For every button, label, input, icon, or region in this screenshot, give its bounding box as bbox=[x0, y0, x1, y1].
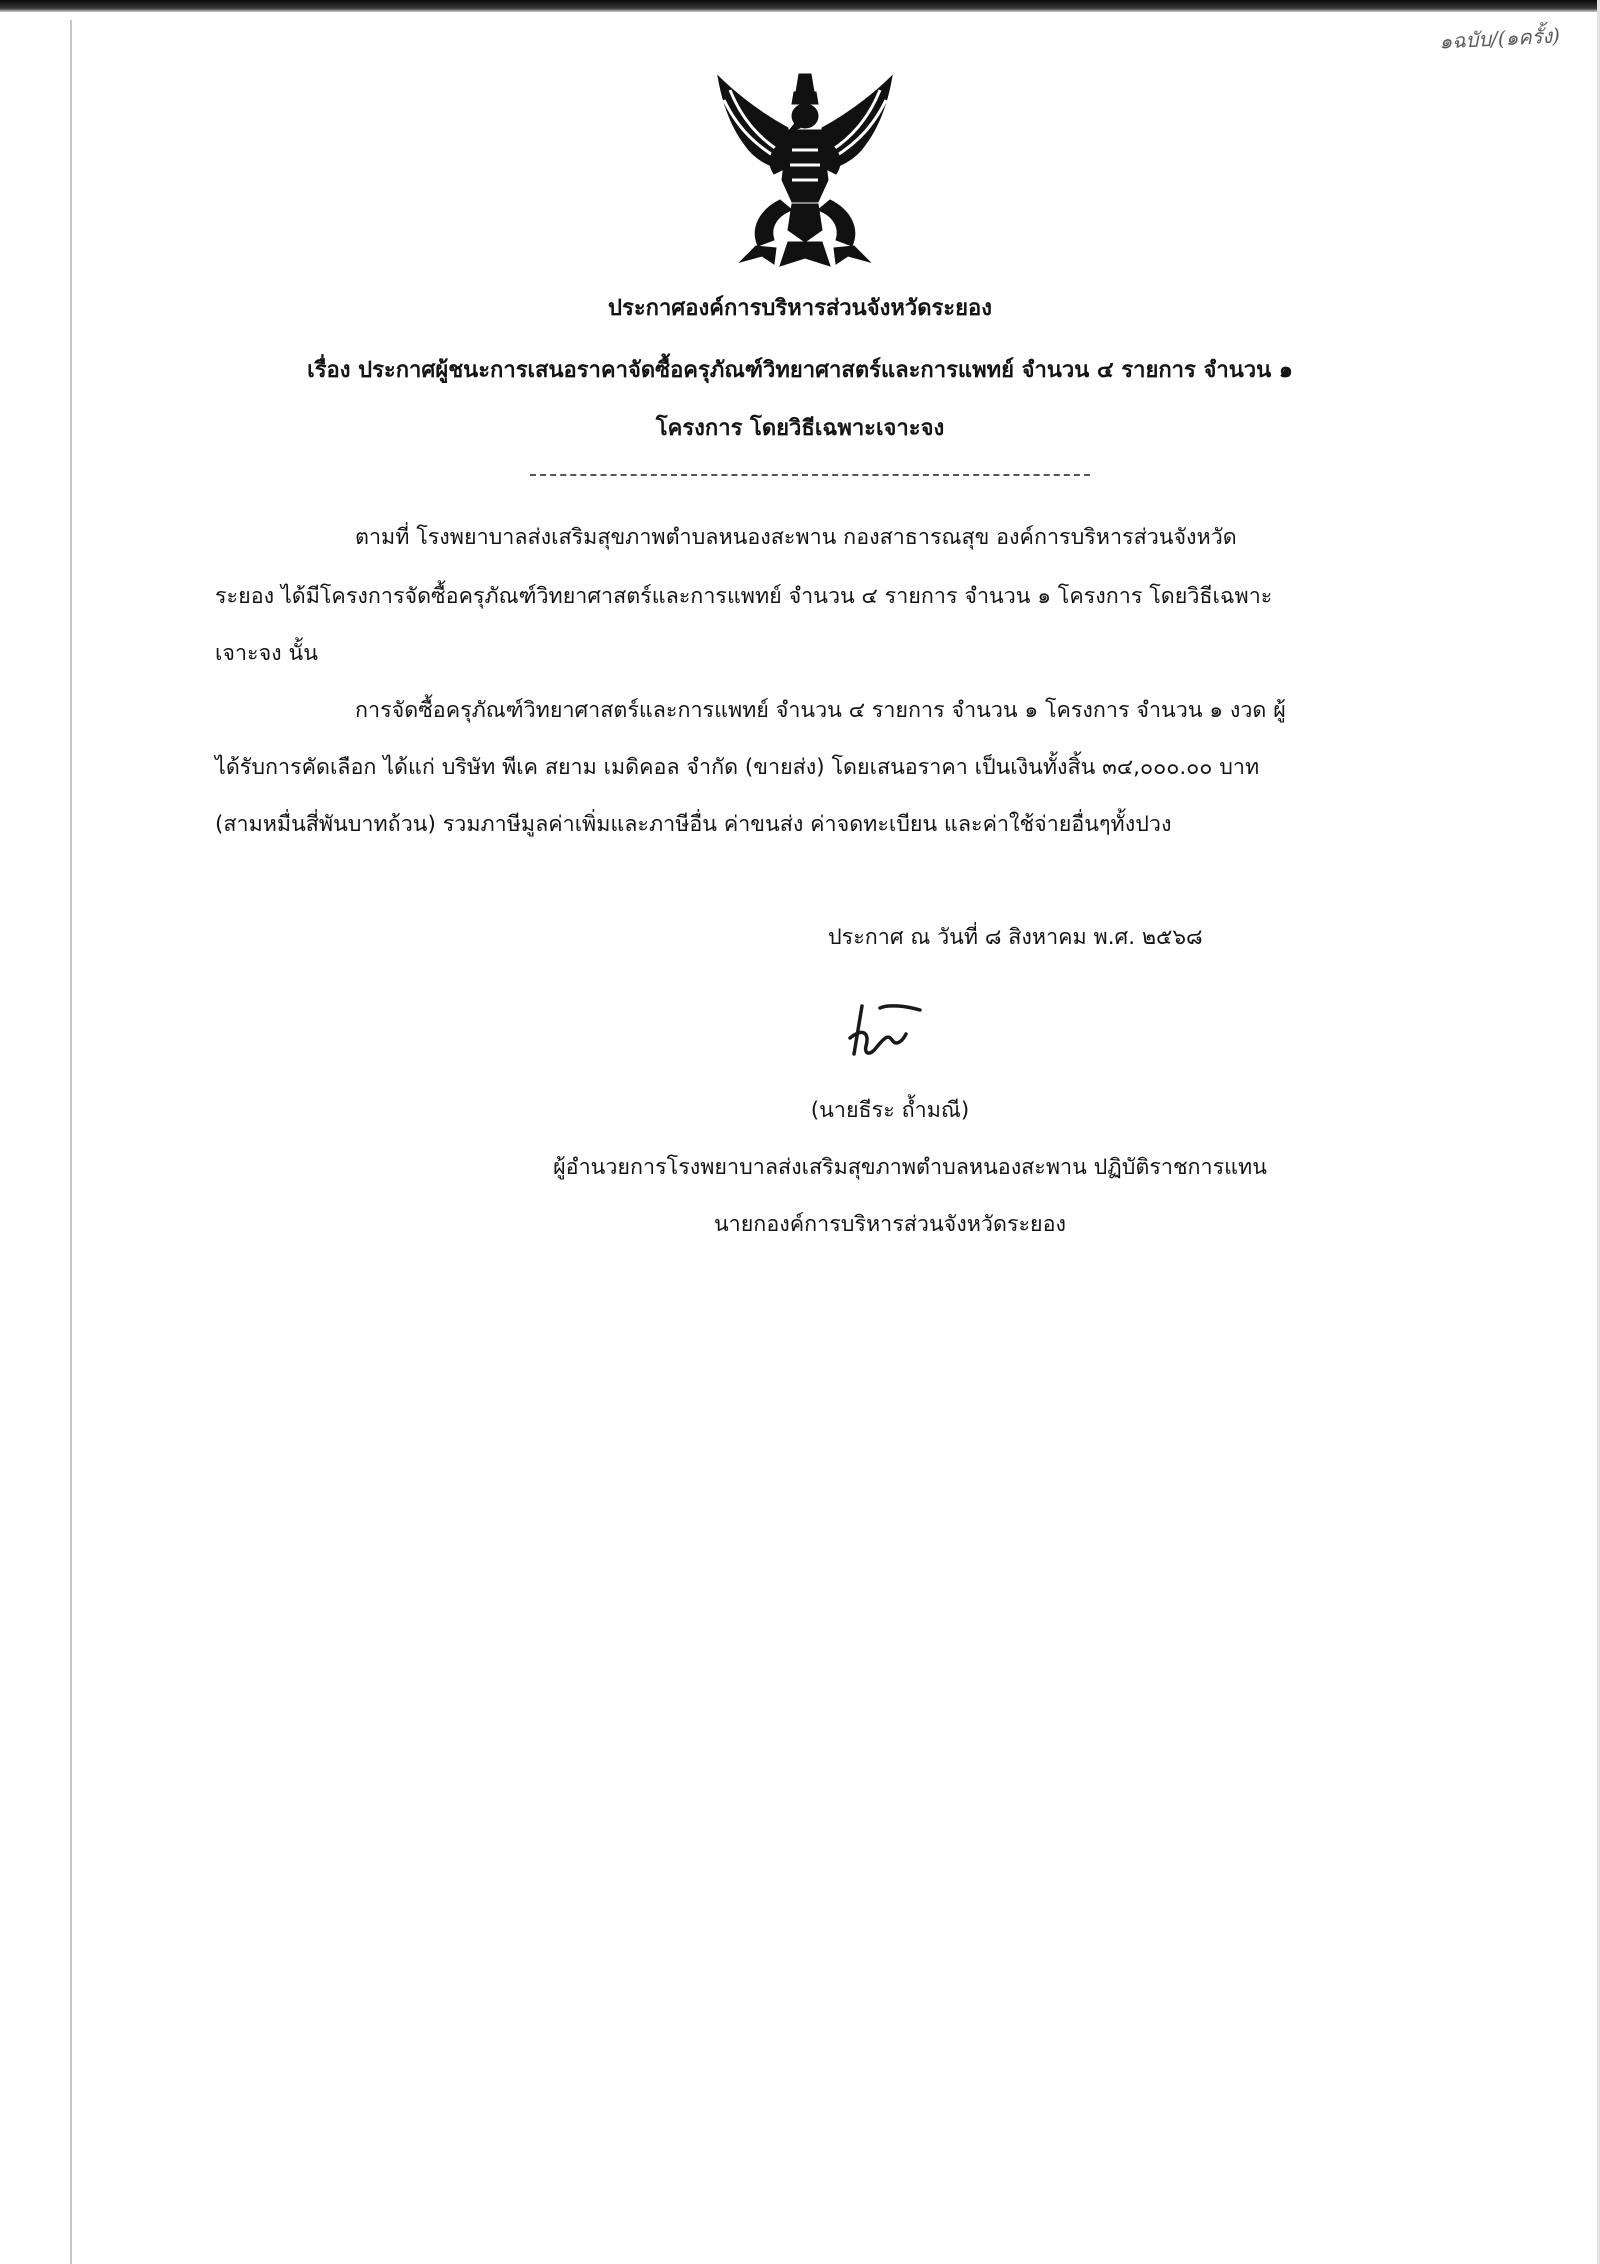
paragraph1-line3: เจาะจง นั้น bbox=[215, 641, 318, 666]
scan-left-edge bbox=[70, 20, 72, 2264]
heading-subject-line1: เรื่อง ประกาศผู้ชนะการเสนอราคาจัดซื้อครุภัณฑ์วิทยาศาสตร์และการแพทย์ จำนวน ๔ รายการ จำนวน ๑ bbox=[307, 358, 1293, 383]
paragraph2-line2: ได้รับการคัดเลือก ได้แก่ บริษัท พีเค สยาม เมดิคอล จำกัด (ขายส่ง) โดยเสนอราคา เป็นเงินทั้งสิ้น ๓๔,๐๐๐.๐๐ บาท bbox=[215, 755, 1260, 780]
heading-divider bbox=[530, 474, 1090, 476]
handwritten-note: ๑ฉบับ/(๑ครั้ง) bbox=[1438, 23, 1561, 54]
handwritten-signature-icon bbox=[840, 998, 930, 1068]
garuda-emblem-icon bbox=[700, 70, 910, 270]
signatory-position-line2: นายกองค์การบริหารส่วนจังหวัดระยอง bbox=[713, 1212, 1067, 1237]
paragraph1-line1: ตามที่ โรงพยาบาลส่งเสริมสุขภาพตำบลหนองสะพาน กองสาธารณสุข องค์การบริหารส่วนจังหวัด bbox=[355, 525, 1237, 550]
announcement-date: ประกาศ ณ วันที่ ๘ สิงหาคม พ.ศ. ๒๕๖๘ bbox=[828, 925, 1203, 950]
heading-subject-line2: โครงการ โดยวิธีเฉพาะเจาะจง bbox=[655, 416, 945, 441]
paragraph1-line2: ระยอง ได้มีโครงการจัดซื้อครุภัณฑ์วิทยาศาสตร์และการแพทย์ จำนวน ๔ รายการ จำนวน ๑ โครงการ โดยวิธีเฉพาะ bbox=[215, 584, 1273, 609]
signatory-position-line1: ผู้อำนวยการโรงพยาบาลส่งเสริมสุขภาพตำบลหนองสะพาน ปฏิบัติราชการแทน bbox=[553, 1155, 1267, 1180]
signatory-name: (นายธีระ ถ้ำมณี) bbox=[810, 1098, 970, 1123]
paragraph2-line3: (สามหมื่นสี่พันบาทถ้วน) รวมภาษีมูลค่าเพิ่มและภาษีอื่น ค่าขนส่ง ค่าจดทะเบียน และค่าใช้จ่ายอื่นๆทั้งปวง bbox=[215, 812, 1172, 837]
scan-top-edge bbox=[0, 0, 1600, 12]
heading-organization: ประกาศองค์การบริหารส่วนจังหวัดระยอง bbox=[608, 296, 992, 321]
paragraph2-line1: การจัดซื้อครุภัณฑ์วิทยาศาสตร์และการแพทย์ จำนวน ๔ รายการ จำนวน ๑ โครงการ จำนวน ๑ งวด ผู้ bbox=[355, 698, 1286, 723]
